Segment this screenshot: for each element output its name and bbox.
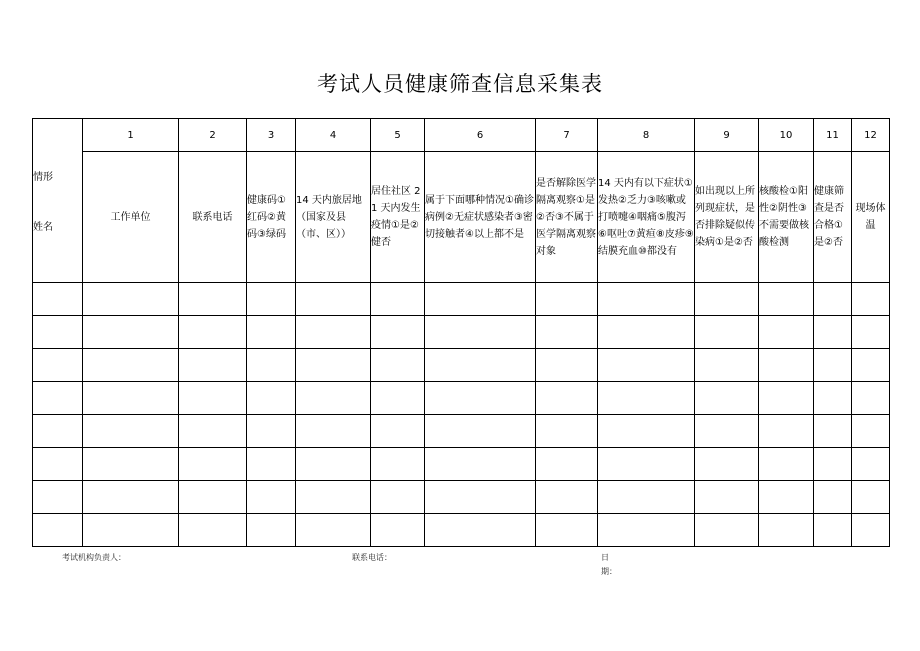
entry-cell[interactable] — [536, 514, 598, 547]
entry-cell[interactable] — [759, 415, 814, 448]
entry-cell[interactable] — [296, 415, 371, 448]
name-cell[interactable] — [33, 415, 83, 448]
entry-cell[interactable] — [296, 349, 371, 382]
table-row — [33, 514, 890, 547]
header-temperature: 现场体温 — [852, 152, 890, 283]
entry-cell[interactable] — [179, 382, 247, 415]
entry-cell[interactable] — [852, 448, 890, 481]
table-row — [33, 448, 890, 481]
entry-cell[interactable] — [852, 382, 890, 415]
entry-cell[interactable] — [598, 283, 695, 316]
entry-cell[interactable] — [425, 448, 536, 481]
header-isolation-release: 是否解除医学隔离观察①是②否③不属于医学隔离观察对象 — [536, 152, 598, 283]
table-row — [33, 415, 890, 448]
entry-cell[interactable] — [83, 382, 179, 415]
entry-cell[interactable] — [247, 316, 296, 349]
entry-cell[interactable] — [852, 283, 890, 316]
table-row — [33, 316, 890, 349]
column-number-row — [33, 119, 890, 152]
entry-cell[interactable] — [536, 283, 598, 316]
entry-cell[interactable] — [536, 481, 598, 514]
entry-cell[interactable] — [536, 316, 598, 349]
name-cell[interactable] — [33, 481, 83, 514]
entry-cell[interactable] — [179, 415, 247, 448]
entry-cell[interactable] — [695, 283, 759, 316]
entry-cell[interactable] — [695, 382, 759, 415]
entry-cell[interactable] — [814, 514, 852, 547]
entry-cell[interactable] — [247, 415, 296, 448]
entry-cell[interactable] — [759, 316, 814, 349]
entry-cell[interactable] — [425, 316, 536, 349]
entry-cell[interactable] — [83, 349, 179, 382]
entry-cell[interactable] — [759, 349, 814, 382]
entry-cell[interactable] — [695, 481, 759, 514]
name-cell[interactable] — [33, 382, 83, 415]
entry-cell[interactable] — [371, 316, 425, 349]
entry-cell[interactable] — [247, 514, 296, 547]
column-number: 10 — [759, 119, 814, 152]
entry-cell[interactable] — [695, 415, 759, 448]
entry-cell[interactable] — [296, 316, 371, 349]
entry-cell[interactable] — [852, 514, 890, 547]
entry-cell[interactable] — [83, 481, 179, 514]
entry-cell[interactable] — [425, 481, 536, 514]
entry-cell[interactable] — [759, 481, 814, 514]
header-case-category: 属于下面哪种情况①确诊病例②无症状感染者③密切接触者④以上都不是 — [425, 152, 536, 283]
entry-cell[interactable] — [852, 481, 890, 514]
entry-cell[interactable] — [695, 448, 759, 481]
entry-cell[interactable] — [759, 283, 814, 316]
entry-cell[interactable] — [425, 382, 536, 415]
entry-cell[interactable] — [83, 316, 179, 349]
entry-cell[interactable] — [371, 382, 425, 415]
page-title: 考试人员健康筛查信息采集表 — [317, 72, 603, 96]
column-number: 12 — [852, 119, 890, 152]
entry-cell[interactable] — [247, 382, 296, 415]
corner-cell — [33, 119, 83, 283]
entry-cell[interactable] — [598, 481, 695, 514]
entry-cell[interactable] — [536, 448, 598, 481]
entry-cell[interactable] — [598, 415, 695, 448]
entry-cell[interactable] — [83, 283, 179, 316]
corner-top-label: 情形 — [33, 172, 53, 183]
column-number: 11 — [814, 119, 852, 152]
corner-bottom-label: 姓名 — [33, 222, 53, 233]
entry-cell[interactable] — [296, 283, 371, 316]
column-number: 9 — [695, 119, 759, 152]
entry-cell[interactable] — [179, 316, 247, 349]
table-row — [33, 349, 890, 382]
header-travel-location: 14 天内旅居地（国家及县（市、区）） — [296, 152, 371, 283]
entry-cell[interactable] — [296, 382, 371, 415]
entry-cell[interactable] — [371, 448, 425, 481]
entry-cell[interactable] — [247, 349, 296, 382]
column-number: 1 — [83, 119, 179, 152]
entry-cell[interactable] — [598, 448, 695, 481]
entry-cell[interactable] — [371, 514, 425, 547]
entry-cell[interactable] — [296, 481, 371, 514]
column-number: 3 — [247, 119, 296, 152]
entry-cell[interactable] — [814, 481, 852, 514]
entry-cell[interactable] — [179, 349, 247, 382]
column-number: 4 — [296, 119, 371, 152]
entry-cell[interactable] — [425, 415, 536, 448]
table-row — [33, 481, 890, 514]
date-label-bottom: 期： — [601, 567, 617, 576]
entry-rows — [33, 283, 890, 547]
entry-cell[interactable] — [83, 448, 179, 481]
column-number: 7 — [536, 119, 598, 152]
entry-cell[interactable] — [852, 349, 890, 382]
entry-cell[interactable] — [247, 283, 296, 316]
entry-cell[interactable] — [247, 448, 296, 481]
entry-cell[interactable] — [425, 349, 536, 382]
entry-cell[interactable] — [814, 316, 852, 349]
entry-cell[interactable] — [814, 382, 852, 415]
entry-cell[interactable] — [852, 415, 890, 448]
header-symptoms: 14 天内有以下症状①发热②乏力③咳嗽或打喷嚏④咽痛⑤腹泻⑥呕吐⑦黄疸⑧皮疹⑨结膜充血⑩都没有 — [598, 152, 695, 283]
entry-cell[interactable] — [695, 349, 759, 382]
entry-cell[interactable] — [179, 481, 247, 514]
entry-cell[interactable] — [179, 283, 247, 316]
entry-cell[interactable] — [179, 448, 247, 481]
header-health-code: 健康码①红码②黄码③绿码 — [247, 152, 296, 283]
entry-cell[interactable] — [695, 316, 759, 349]
responsible-label: 考试机构负责人： — [62, 553, 126, 562]
entry-cell[interactable] — [83, 415, 179, 448]
entry-cell[interactable] — [852, 316, 890, 349]
entry-cell[interactable] — [814, 448, 852, 481]
table-row — [33, 382, 890, 415]
entry-cell[interactable] — [296, 514, 371, 547]
entry-cell[interactable] — [179, 514, 247, 547]
header-rule-out-infection: 如出现以上所列现症状，是否排除疑似传染病①是②否 — [695, 152, 759, 283]
entry-cell[interactable] — [759, 448, 814, 481]
entry-cell[interactable] — [814, 415, 852, 448]
entry-cell[interactable] — [296, 448, 371, 481]
column-number: 6 — [425, 119, 536, 152]
entry-cell[interactable] — [371, 283, 425, 316]
column-number: 8 — [598, 119, 695, 152]
entry-cell[interactable] — [598, 316, 695, 349]
name-cell[interactable] — [33, 514, 83, 547]
name-cell[interactable] — [33, 349, 83, 382]
header-community-outbreak: 居住社区 21 天内发生疫情①是②健否 — [371, 152, 425, 283]
header-screening-pass: 健康筛查是否合格①是②否 — [814, 152, 852, 283]
header-nucleic-acid-test: 核酸检①阳性②阴性③不需要做核酸检测 — [759, 152, 814, 283]
entry-cell[interactable] — [536, 415, 598, 448]
screening-table — [32, 118, 890, 547]
entry-cell[interactable] — [247, 481, 296, 514]
header-phone: 联系电话 — [179, 152, 247, 283]
entry-cell[interactable] — [371, 349, 425, 382]
header-row — [33, 152, 890, 283]
name-cell[interactable] — [33, 448, 83, 481]
entry-cell[interactable] — [536, 382, 598, 415]
column-number: 5 — [371, 119, 425, 152]
date-label-top: 日 — [601, 553, 609, 562]
entry-cell[interactable] — [371, 415, 425, 448]
name-cell[interactable] — [33, 316, 83, 349]
entry-cell[interactable] — [536, 349, 598, 382]
entry-cell[interactable] — [83, 514, 179, 547]
entry-cell[interactable] — [759, 382, 814, 415]
entry-cell[interactable] — [695, 514, 759, 547]
phone-label: 联系电话： — [352, 553, 392, 562]
entry-cell[interactable] — [814, 283, 852, 316]
entry-cell[interactable] — [814, 349, 852, 382]
name-cell[interactable] — [33, 283, 83, 316]
table-row — [33, 283, 890, 316]
entry-cell[interactable] — [425, 283, 536, 316]
entry-cell[interactable] — [598, 349, 695, 382]
entry-cell[interactable] — [598, 382, 695, 415]
entry-cell[interactable] — [425, 514, 536, 547]
entry-cell[interactable] — [759, 514, 814, 547]
entry-cell[interactable] — [371, 481, 425, 514]
entry-cell[interactable] — [598, 514, 695, 547]
column-number: 2 — [179, 119, 247, 152]
header-work-unit: 工作单位 — [83, 152, 179, 283]
